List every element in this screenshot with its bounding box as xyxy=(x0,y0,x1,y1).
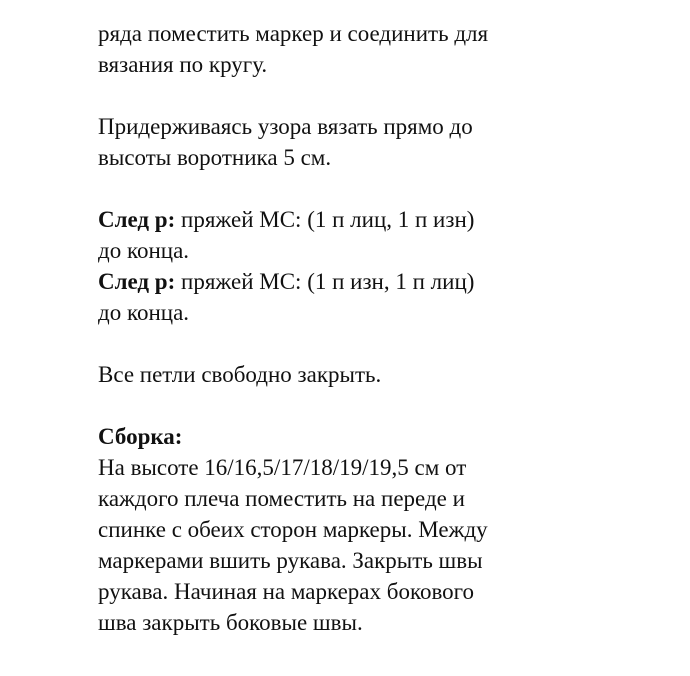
text-line: высоты воротника 5 см. xyxy=(98,145,332,170)
paragraph-gap xyxy=(98,80,678,111)
text-line: до конца. xyxy=(98,238,190,263)
paragraph-collar-height xyxy=(98,111,678,173)
text-line: Придерживаясь узора вязать прямо до xyxy=(98,114,473,139)
text-line: ряда поместить маркер и соединить для xyxy=(98,21,489,46)
text-line: шва закрыть боковые швы. xyxy=(98,610,363,635)
paragraph-bind-off xyxy=(98,359,678,390)
row-instruction-2 xyxy=(98,266,678,297)
paragraph-rib-rows xyxy=(98,204,678,328)
text-line: маркерами вшить рукава. Закрыть швы xyxy=(98,548,483,573)
row-instruction-1 xyxy=(98,204,678,235)
row-text: пряжей МС: (1 п изн, 1 п лиц) xyxy=(175,269,475,294)
text-line: до конца. xyxy=(98,300,190,325)
row-label: След р: xyxy=(98,269,176,294)
paragraph-gap xyxy=(98,173,678,204)
section-heading: Сборка: xyxy=(98,424,183,449)
text-line: спинке с обеих сторон маркеры. Между xyxy=(98,517,488,542)
paragraph-gap xyxy=(98,390,678,421)
text-line: рукава. Начиная на маркерах бокового xyxy=(98,579,475,604)
row-text: пряжей МС: (1 п лиц, 1 п изн) xyxy=(175,207,475,232)
row-label: След р: xyxy=(98,207,176,232)
section-assembly xyxy=(98,421,678,638)
paragraph-join-round xyxy=(98,18,678,80)
text-line: вязания по кругу. xyxy=(98,52,268,77)
text-line: Все петли свободно закрыть. xyxy=(98,362,382,387)
text-line: каждого плеча поместить на переде и xyxy=(98,486,465,511)
text-line: На высоте 16/16,5/17/18/19/19,5 см от xyxy=(98,455,467,480)
document-page xyxy=(98,18,678,638)
paragraph-gap xyxy=(98,328,678,359)
